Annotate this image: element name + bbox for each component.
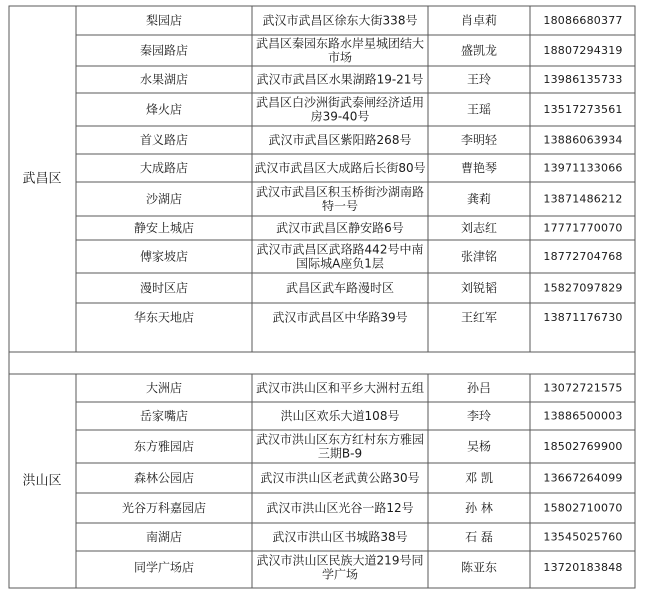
store-name: 森林公园店 xyxy=(133,471,195,485)
store-phone: 18807294319 xyxy=(543,44,623,57)
district-label: 洪山区 xyxy=(22,473,62,489)
store-phone: 18502769900 xyxy=(543,440,623,453)
store-name: 光谷万科嘉园店 xyxy=(121,501,207,515)
store-contact: 肖卓莉 xyxy=(460,13,498,28)
store-contact: 石 磊 xyxy=(465,530,493,544)
store-address-line: 武汉市武昌区大成路后长街80号 xyxy=(254,161,426,175)
store-row xyxy=(76,72,635,94)
store-name: 岳家嘴店 xyxy=(139,409,189,423)
store-phone: 18772704768 xyxy=(543,250,623,263)
store-address-line: 武汉市武昌区徐东大街338号 xyxy=(262,13,418,28)
store-address-line: 学广场 xyxy=(321,567,359,582)
store-contact: 王红军 xyxy=(460,310,498,325)
store-row xyxy=(134,553,623,582)
store-contact: 盛凯龙 xyxy=(460,43,498,58)
store-row xyxy=(76,529,635,551)
store-name: 南湖店 xyxy=(145,530,183,544)
store-contact: 刘志红 xyxy=(460,221,498,235)
store-row xyxy=(76,408,635,430)
store-row xyxy=(76,13,635,36)
store-contact: 李玲 xyxy=(466,409,492,423)
store-contact: 孙 林 xyxy=(465,501,493,515)
store-name: 大成路店 xyxy=(139,161,189,175)
store-row xyxy=(76,160,635,182)
store-phone: 15802710070 xyxy=(543,501,623,515)
store-address-line: 武汉市武昌区紫阳路268号 xyxy=(268,133,412,147)
store-row xyxy=(76,220,635,240)
store-phone: 13986135733 xyxy=(543,73,623,86)
store-name: 漫时区店 xyxy=(139,281,189,295)
store-phone: 13545025760 xyxy=(543,530,623,544)
store-name: 东方雅园店 xyxy=(133,439,195,454)
store-contact: 龚莉 xyxy=(466,192,492,206)
store-address-line: 洪山区欢乐大道108号 xyxy=(280,409,400,423)
store-name: 同学广场店 xyxy=(133,560,195,575)
store-name: 华东天地店 xyxy=(133,310,195,325)
store-address-line: 武汉市武昌区武珞路442号中南 xyxy=(256,242,424,257)
store-phone: 13871486212 xyxy=(543,192,623,206)
store-address-line: 特一号 xyxy=(321,199,359,213)
district-label: 武昌区 xyxy=(22,171,62,187)
store-address-line: 武昌区秦园东路水岸星城团结大 xyxy=(255,36,425,51)
store-row xyxy=(76,280,635,303)
store-row xyxy=(76,36,635,67)
store-name: 梨园店 xyxy=(145,13,183,28)
store-contact: 孙吕 xyxy=(466,381,492,395)
store-name: 秦园路店 xyxy=(139,43,189,58)
store-address-line: 武汉市洪山区光谷一路12号 xyxy=(266,501,414,515)
store-phone: 13667264099 xyxy=(543,471,623,485)
store-row xyxy=(76,432,635,464)
store-phone: 13971133066 xyxy=(543,161,623,175)
store-contact: 刘锐韬 xyxy=(460,281,498,295)
store-name: 沙湖店 xyxy=(145,192,183,206)
store-address-line: 武昌区武车路漫时区 xyxy=(285,281,395,295)
store-address-line: 市场 xyxy=(327,50,353,65)
store-row xyxy=(134,310,623,325)
store-address-line: 三期B-9 xyxy=(317,446,363,461)
store-contact: 张津铭 xyxy=(460,249,498,264)
store-address-line: 房39-40号 xyxy=(310,109,370,124)
store-row xyxy=(76,380,635,402)
store-address-line: 武汉市洪山区东方红村东方雅园 xyxy=(255,432,425,447)
store-phone: 13886500003 xyxy=(543,409,623,423)
store-row xyxy=(76,500,635,523)
store-address-line: 武汉市洪山区民族大道219号同 xyxy=(256,553,424,568)
store-address-line: 武昌区白沙洲街武泰闸经济适用 xyxy=(255,95,425,110)
store-phone: 13072721575 xyxy=(543,381,623,395)
store-phone: 13720183848 xyxy=(543,561,623,574)
store-phone: 13517273561 xyxy=(543,103,623,116)
store-contact: 李明轻 xyxy=(460,133,498,147)
store-name: 首义路店 xyxy=(139,133,189,147)
store-row xyxy=(76,95,635,127)
store-phone: 15827097829 xyxy=(543,281,623,295)
store-address-line: 武汉市武昌区中华路39号 xyxy=(272,310,408,325)
store-contact: 陈亚东 xyxy=(460,560,498,575)
store-name: 大洲店 xyxy=(145,381,183,395)
store-name: 静安上城店 xyxy=(133,221,195,235)
store-name: 水果湖店 xyxy=(139,72,189,87)
store-address-line: 武汉市洪山区老武黄公路30号 xyxy=(260,471,420,485)
store-address-line: 武汉市武昌区水果湖路19-21号 xyxy=(256,72,424,87)
store-row xyxy=(76,470,635,493)
store-row xyxy=(76,184,635,216)
store-row xyxy=(76,242,635,274)
store-address-line: 国际城A座负1层 xyxy=(296,256,384,271)
store-name: 傅家坡店 xyxy=(139,249,189,264)
store-address-line: 武汉市武昌区静安路6号 xyxy=(276,221,404,235)
store-contact: 王瑶 xyxy=(466,102,492,117)
store-contact: 邓 凯 xyxy=(465,471,493,485)
store-address-line: 武汉市洪山区书城路38号 xyxy=(272,530,408,544)
store-contact: 曹艳琴 xyxy=(460,161,498,175)
store-name: 烽火店 xyxy=(145,102,183,117)
store-contact: 吴杨 xyxy=(466,439,492,454)
store-phone: 17771770070 xyxy=(543,221,623,235)
store-row xyxy=(76,132,635,154)
store-address-line: 武汉市武昌区积玉桥街沙湖南路 xyxy=(255,185,425,199)
store-phone: 18086680377 xyxy=(543,14,623,27)
store-phone: 13886063934 xyxy=(543,133,623,147)
store-phone: 13871176730 xyxy=(543,311,623,324)
store-contact: 王玲 xyxy=(466,72,492,87)
store-address-line: 武汉市洪山区和平乡大洲村五组 xyxy=(255,381,425,395)
